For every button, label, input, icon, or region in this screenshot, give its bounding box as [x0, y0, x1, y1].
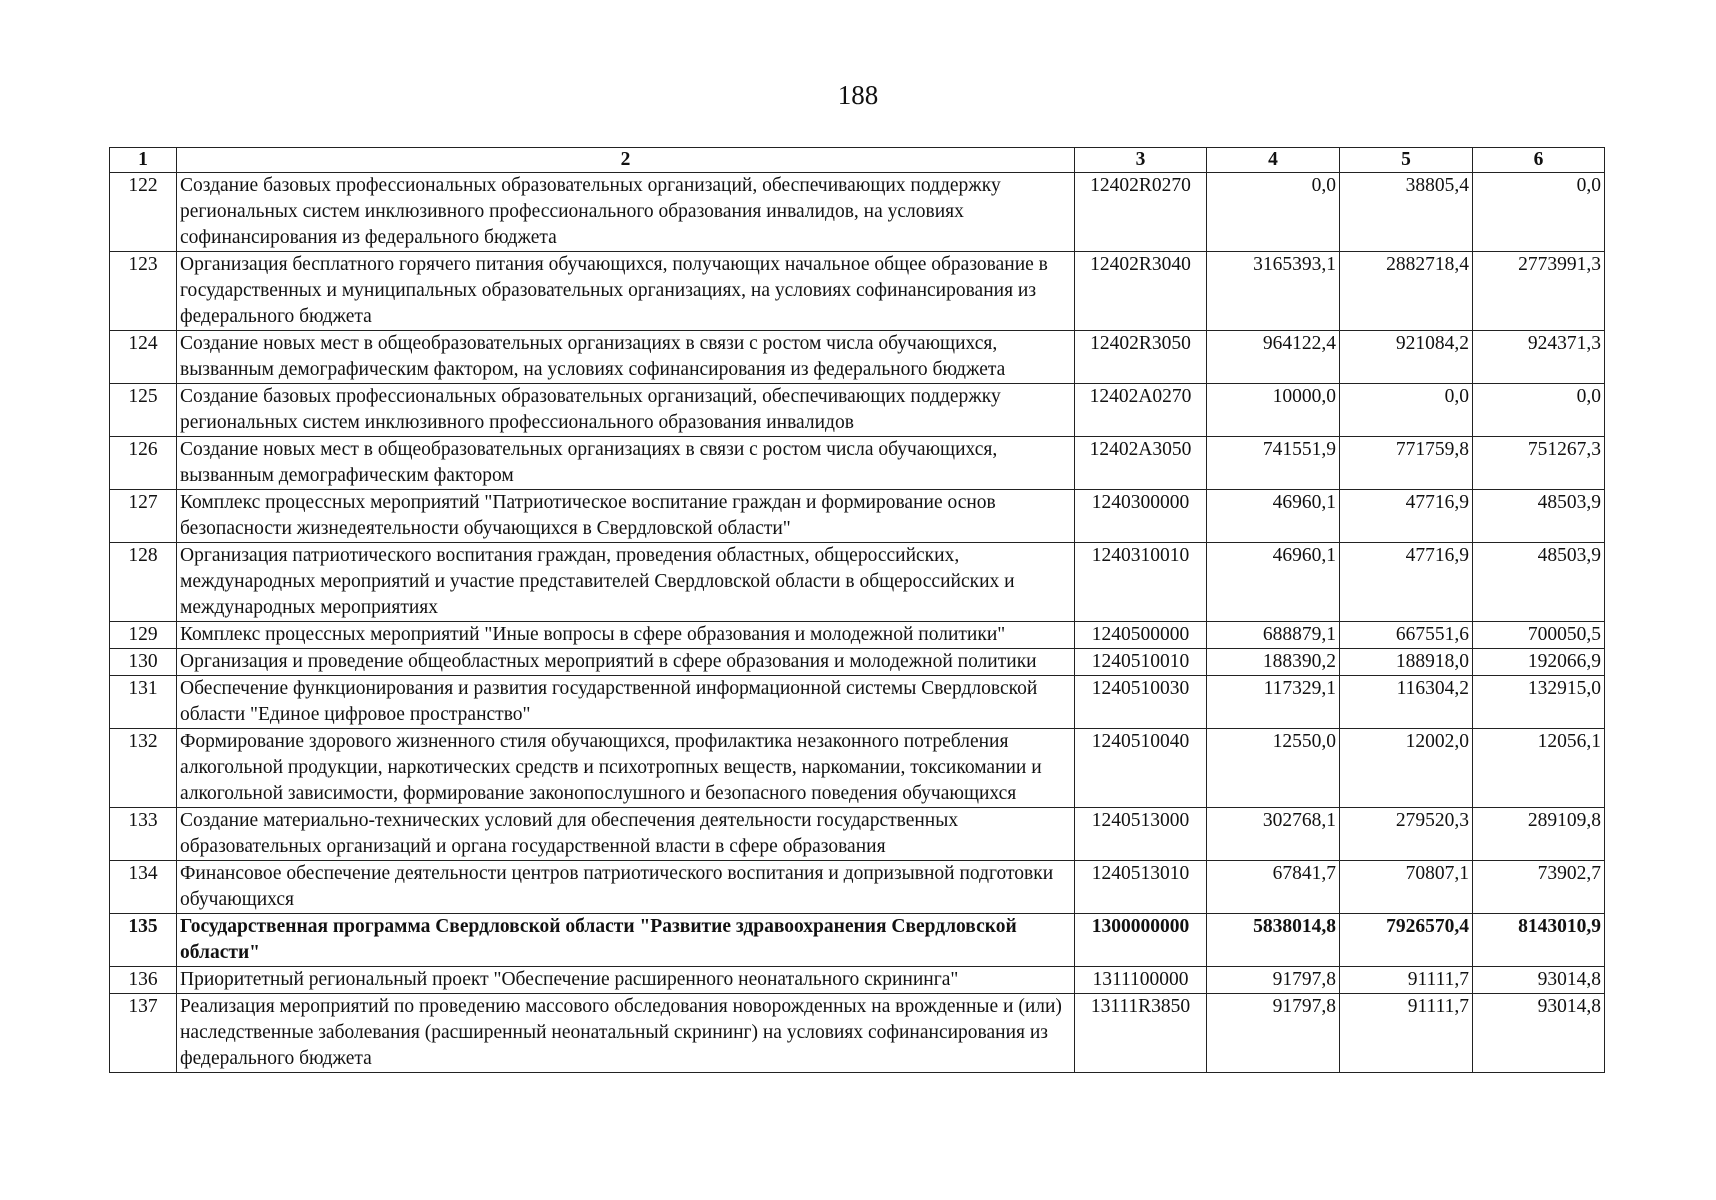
- row-value-col5-cell: 70807,1: [1340, 861, 1473, 914]
- table-row: [110, 543, 1605, 622]
- row-code-cell: 12402R3040: [1075, 252, 1207, 331]
- table-header-row: [110, 148, 1605, 173]
- column-header-3: 3: [1075, 148, 1207, 173]
- row-value-col6-cell: 192066,9: [1473, 649, 1605, 676]
- row-value-col4-cell: 46960,1: [1207, 490, 1340, 543]
- row-value-col5-cell: 921084,2: [1340, 331, 1473, 384]
- row-number-cell: 129: [110, 622, 177, 649]
- row-value-col4-cell: 0,0: [1207, 173, 1340, 252]
- table-row: [110, 808, 1605, 861]
- table-row: [110, 331, 1605, 384]
- row-code-cell: 1240510010: [1075, 649, 1207, 676]
- row-value-col4-cell: 91797,8: [1207, 994, 1340, 1073]
- row-value-col6-cell: 751267,3: [1473, 437, 1605, 490]
- row-code-cell: 13111R3850: [1075, 994, 1207, 1073]
- row-number-cell: 137: [110, 994, 177, 1073]
- row-number-cell: 132: [110, 729, 177, 808]
- row-value-col6-cell: 132915,0: [1473, 676, 1605, 729]
- row-value-col5-cell: 667551,6: [1340, 622, 1473, 649]
- row-value-col6-cell: 12056,1: [1473, 729, 1605, 808]
- row-code-cell: 1240300000: [1075, 490, 1207, 543]
- row-value-col5-cell: 47716,9: [1340, 543, 1473, 622]
- table-row: [110, 994, 1605, 1073]
- row-code-cell: 12402R0270: [1075, 173, 1207, 252]
- row-code-cell: 1300000000: [1075, 914, 1207, 967]
- table-row: [110, 384, 1605, 437]
- row-value-col4-cell: 5838014,8: [1207, 914, 1340, 967]
- row-code-cell: 12402A3050: [1075, 437, 1207, 490]
- row-value-col6-cell: 0,0: [1473, 384, 1605, 437]
- row-value-col5-cell: 7926570,4: [1340, 914, 1473, 967]
- row-value-col6-cell: 48503,9: [1473, 543, 1605, 622]
- table-row: [110, 649, 1605, 676]
- row-value-col6-cell: 700050,5: [1473, 622, 1605, 649]
- row-value-col6-cell: 2773991,3: [1473, 252, 1605, 331]
- row-code-cell: 1240510030: [1075, 676, 1207, 729]
- row-value-col6-cell: 93014,8: [1473, 967, 1605, 994]
- row-code-cell: 1240500000: [1075, 622, 1207, 649]
- row-value-col4-cell: 117329,1: [1207, 676, 1340, 729]
- budget-table: [109, 147, 1605, 1073]
- row-number-cell: 134: [110, 861, 177, 914]
- row-value-col5-cell: 2882718,4: [1340, 252, 1473, 331]
- row-number-cell: 125: [110, 384, 177, 437]
- row-name-cell: Создание новых мест в общеобразовательных организациях в связи с ростом числа обучающихся, вызванным демографическим фактором: [177, 437, 1075, 490]
- table-row: [110, 252, 1605, 331]
- row-name-cell: Реализация мероприятий по проведению массового обследования новорожденных на врожденные и (или) наследственные заболевания (расширенный неонатальный скрининг) на условиях софинансирования из федерального бюджета: [177, 994, 1075, 1073]
- row-number-cell: 136: [110, 967, 177, 994]
- row-value-col4-cell: 12550,0: [1207, 729, 1340, 808]
- row-value-col6-cell: 289109,8: [1473, 808, 1605, 861]
- table-row: [110, 967, 1605, 994]
- row-name-cell: Создание новых мест в общеобразовательных организациях в связи с ростом числа обучающихся, вызванным демографическим фактором, на условиях софинансирования из федерального бюджета: [177, 331, 1075, 384]
- row-name-cell: Формирование здорового жизненного стиля обучающихся, профилактика незаконного потребления алкогольной продукции, наркотических средств и психотропных веществ, наркомании, токсикомании и алкогольной зависимости, формирование законопослушного и безопасного поведения обучающихся: [177, 729, 1075, 808]
- table-row: [110, 173, 1605, 252]
- row-number-cell: 131: [110, 676, 177, 729]
- row-value-col4-cell: 741551,9: [1207, 437, 1340, 490]
- row-number-cell: 133: [110, 808, 177, 861]
- row-value-col6-cell: 48503,9: [1473, 490, 1605, 543]
- row-value-col4-cell: 188390,2: [1207, 649, 1340, 676]
- row-value-col5-cell: 279520,3: [1340, 808, 1473, 861]
- row-value-col6-cell: 0,0: [1473, 173, 1605, 252]
- row-value-col4-cell: 688879,1: [1207, 622, 1340, 649]
- row-value-col4-cell: 46960,1: [1207, 543, 1340, 622]
- row-value-col5-cell: 0,0: [1340, 384, 1473, 437]
- row-value-col5-cell: 47716,9: [1340, 490, 1473, 543]
- row-number-cell: 128: [110, 543, 177, 622]
- column-header-2: 2: [177, 148, 1075, 173]
- row-value-col4-cell: 3165393,1: [1207, 252, 1340, 331]
- row-code-cell: 12402R3050: [1075, 331, 1207, 384]
- row-code-cell: 1240310010: [1075, 543, 1207, 622]
- row-value-col6-cell: 73902,7: [1473, 861, 1605, 914]
- row-value-col5-cell: 12002,0: [1340, 729, 1473, 808]
- row-code-cell: 1240513000: [1075, 808, 1207, 861]
- row-value-col5-cell: 188918,0: [1340, 649, 1473, 676]
- row-number-cell: 126: [110, 437, 177, 490]
- row-number-cell: 123: [110, 252, 177, 331]
- table-row: [110, 861, 1605, 914]
- row-value-col6-cell: 93014,8: [1473, 994, 1605, 1073]
- row-name-cell: Финансовое обеспечение деятельности центров патриотического воспитания и допризывной подготовки обучающихся: [177, 861, 1075, 914]
- row-name-cell: Создание базовых профессиональных образовательных организаций, обеспечивающих поддержку региональных систем инклюзивного профессионального образования инвалидов: [177, 384, 1075, 437]
- row-value-col5-cell: 116304,2: [1340, 676, 1473, 729]
- row-name-cell: Создание материально-технических условий для обеспечения деятельности государственных образовательных организаций и органа государственной власти в сфере образования: [177, 808, 1075, 861]
- row-name-cell: Государственная программа Свердловской области "Развитие здравоохранения Свердловской области": [177, 914, 1075, 967]
- row-value-col4-cell: 10000,0: [1207, 384, 1340, 437]
- row-number-cell: 124: [110, 331, 177, 384]
- row-code-cell: 1311100000: [1075, 967, 1207, 994]
- row-value-col5-cell: 91111,7: [1340, 967, 1473, 994]
- column-header-6: 6: [1473, 148, 1605, 173]
- row-value-col5-cell: 91111,7: [1340, 994, 1473, 1073]
- row-name-cell: Создание базовых профессиональных образовательных организаций, обеспечивающих поддержку региональных систем инклюзивного профессионального образования инвалидов, на условиях софинансирования из федерального бюджета: [177, 173, 1075, 252]
- row-value-col6-cell: 924371,3: [1473, 331, 1605, 384]
- row-name-cell: Организация бесплатного горячего питания обучающихся, получающих начальное общее образование в государственных и муниципальных образовательных организациях, на условиях софинансирования из федерального бюджета: [177, 252, 1075, 331]
- row-code-cell: 1240510040: [1075, 729, 1207, 808]
- row-number-cell: 127: [110, 490, 177, 543]
- row-name-cell: Комплекс процессных мероприятий "Патриотическое воспитание граждан и формирование основ безопасности жизнедеятельности обучающихся в Свердловской области": [177, 490, 1075, 543]
- row-value-col4-cell: 91797,8: [1207, 967, 1340, 994]
- table-row: [110, 729, 1605, 808]
- table-row: [110, 676, 1605, 729]
- row-number-cell: 122: [110, 173, 177, 252]
- row-code-cell: 1240513010: [1075, 861, 1207, 914]
- table-body: [110, 173, 1605, 1073]
- row-name-cell: Комплекс процессных мероприятий "Иные вопросы в сфере образования и молодежной политики": [177, 622, 1075, 649]
- row-name-cell: Обеспечение функционирования и развития государственной информационной системы Свердловской области "Единое цифровое пространство": [177, 676, 1075, 729]
- row-value-col6-cell: 8143010,9: [1473, 914, 1605, 967]
- table-row: [110, 914, 1605, 967]
- row-name-cell: Организация и проведение общеобластных мероприятий в сфере образования и молодежной политики: [177, 649, 1075, 676]
- row-name-cell: Приоритетный региональный проект "Обеспечение расширенного неонатального скрининга": [177, 967, 1075, 994]
- row-code-cell: 12402A0270: [1075, 384, 1207, 437]
- table-row: [110, 437, 1605, 490]
- row-value-col4-cell: 964122,4: [1207, 331, 1340, 384]
- table-row: [110, 622, 1605, 649]
- column-header-5: 5: [1340, 148, 1473, 173]
- row-value-col5-cell: 38805,4: [1340, 173, 1473, 252]
- row-number-cell: 130: [110, 649, 177, 676]
- row-value-col5-cell: 771759,8: [1340, 437, 1473, 490]
- table-row: [110, 490, 1605, 543]
- row-value-col4-cell: 67841,7: [1207, 861, 1340, 914]
- row-name-cell: Организация патриотического воспитания граждан, проведения областных, общероссийских, международных мероприятий и участие представителей Свердловской области в общероссийских и международных мероприятиях: [177, 543, 1075, 622]
- column-header-4: 4: [1207, 148, 1340, 173]
- page-number: 188: [837, 80, 879, 110]
- row-value-col4-cell: 302768,1: [1207, 808, 1340, 861]
- column-header-1: 1: [110, 148, 177, 173]
- row-number-cell: 135: [110, 914, 177, 967]
